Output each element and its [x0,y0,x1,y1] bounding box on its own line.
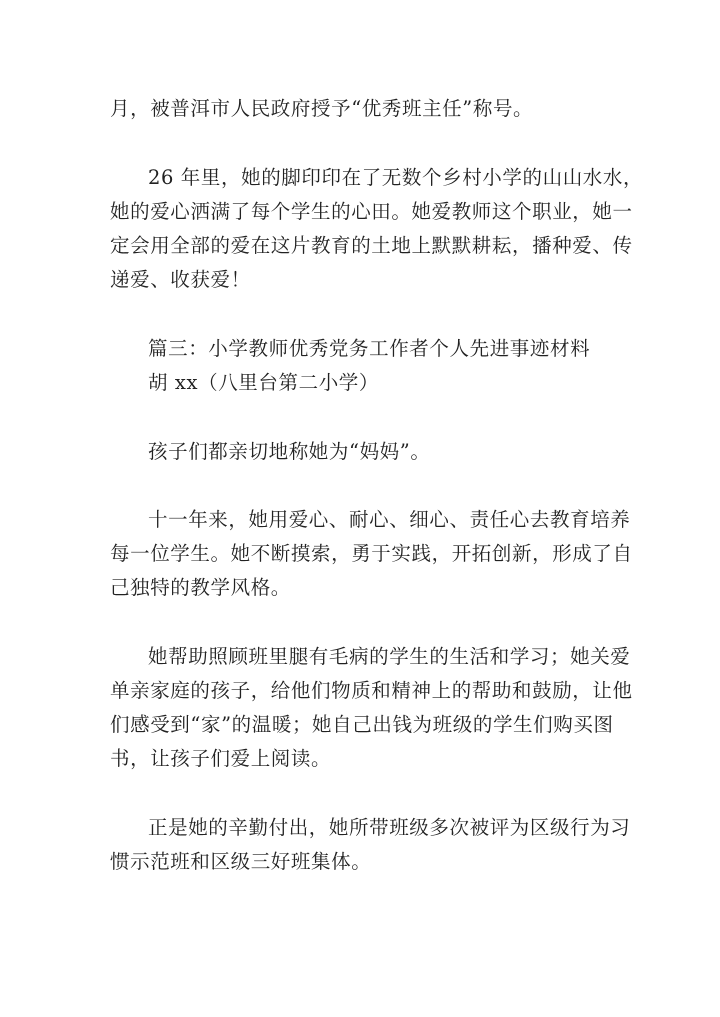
paragraph-7-line-2: 惯示范班和区级三好班集体。 [110,850,372,873]
paragraph-4-line-1: 孩子们都亲切地称她为“妈妈”。 [148,440,431,463]
paragraph-5-line-3: 己独特的教学风格。 [110,576,291,599]
paragraph-6-line-1: 她帮助照顾班里腿有毛病的学生的生活和学习；她关爱 [148,645,631,668]
paragraph-6-line-4: 书，让孩子们爱上阅读。 [110,747,332,770]
paragraph-2-line-1: 26 年里，她的脚印印在了无数个乡村小学的山山水水， [148,166,644,189]
paragraph-5-line-1: 十一年来，她用爱心、耐心、细心、责任心去教育培养 [148,508,631,531]
paragraph-2-line-4: 递爱、收获爱！ [110,268,251,291]
paragraph-2-line-2: 她的爱心洒满了每个学生的心田。她爱教师这个职业，她一 [110,200,633,223]
paragraph-2-line-3: 定会用全部的爱在这片教育的土地上默默耕耘，播种爱、传 [110,234,633,257]
paragraph-1-line-1: 月，被普洱市人民政府授予“优秀班主任”称号。 [110,97,534,120]
section-heading: 篇三：小学教师优秀党务工作者个人先进事迹材料 [148,337,591,360]
paragraph-5-line-2: 每一位学生。她不断摸索，勇于实践，开拓创新，形成了自 [110,542,633,565]
paragraph-6-line-2: 单亲家庭的孩子，给他们物质和精神上的帮助和鼓励，让他 [110,679,633,702]
paragraph-7-line-1: 正是她的辛勤付出，她所带班级多次被评为区级行为习 [148,816,631,839]
paragraph-6-line-3: 们感受到“家”的温暖；她自己出钱为班级的学生们购买图 [110,713,614,736]
section-author: 胡 xx（八里台第二小学） [148,371,379,394]
